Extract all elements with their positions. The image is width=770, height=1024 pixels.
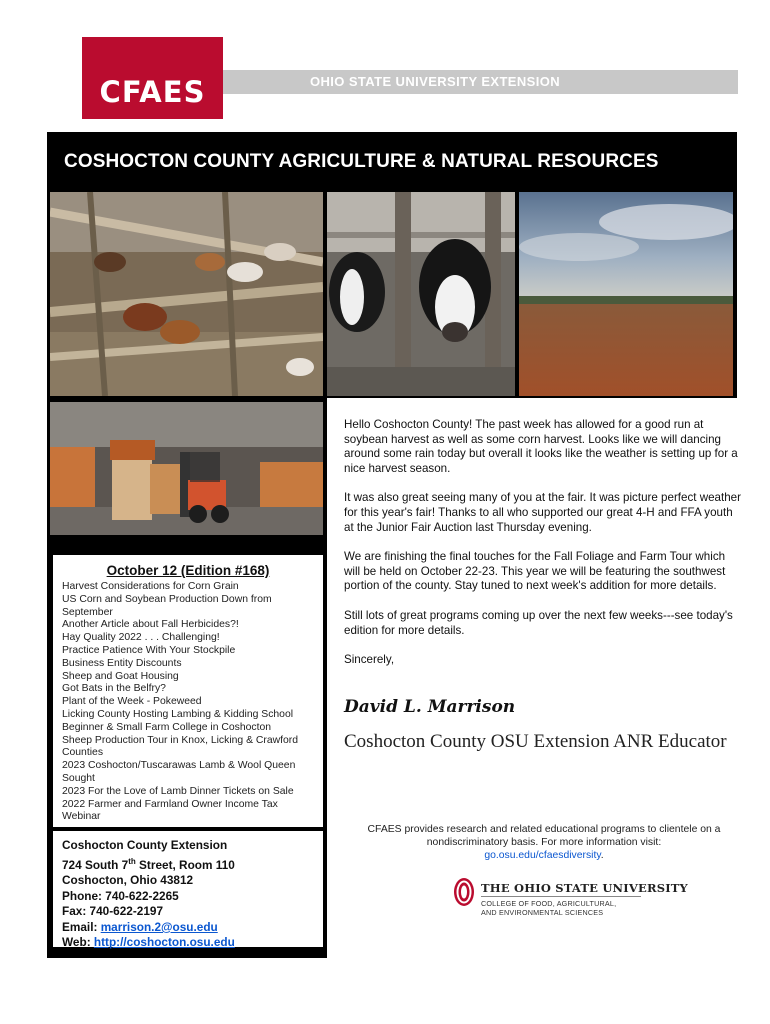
toc-item: Hay Quality 2022 . . . Challenging!	[62, 632, 220, 644]
office-email: Email: marrison.2@osu.edu	[62, 919, 218, 934]
diversity-link[interactable]: go.osu.edu/cfaesdiversity	[484, 850, 601, 862]
cfaes-logo-text: CFAES	[99, 75, 206, 109]
website-link[interactable]: http://coshocton.osu.edu	[93, 935, 235, 950]
letter-paragraph: Still lots of great programs coming up over the next few weeks---see today's edition for more details.	[344, 608, 733, 637]
toc-item: Licking County Hosting Lambing & Kidding School	[62, 708, 294, 720]
toc-item: Business Entity Discounts	[62, 657, 182, 669]
forklift-pumpkins-photo	[50, 402, 323, 535]
cfaes-logo	[82, 37, 223, 119]
toc-item: Beginner & Small Farm College in Coshocton	[62, 721, 272, 733]
college-name: COLLEGE OF FOOD, AGRICULTURAL, AND ENVIRONMENTAL SCIENCES	[481, 899, 617, 917]
office-phone: Phone: 740-622-2265	[62, 888, 179, 903]
office-city: Coshocton, Ohio 43812	[62, 873, 194, 888]
toc-item: 2023 Coshocton/Tuscarawas Lamb & Wool Queen Sought	[62, 760, 296, 784]
letter-paragraph: It was also great seeing many of you at the fair. It was picture perfect weather for this year's fair! Thanks to all who supported our great 4-H and FFA youth at the Junior Fair Auction last Thursday evening.	[344, 491, 741, 534]
dairy-cows-photo	[327, 192, 515, 396]
toc-item: US Corn and Soybean Production Down from September	[62, 593, 272, 618]
toc-item: Harvest Considerations for Corn Grain	[62, 581, 239, 592]
toc-item: 2023 For the Love of Lamb Dinner Tickets on Sale	[62, 785, 294, 797]
osu-wordmark: THE OHIO STATE UNIVERSITY	[481, 881, 688, 895]
toc-item: Sheep Production Tour in Knox, Licking & Crawford Counties	[62, 734, 299, 759]
office-street: 724 South 7th Street, Room 110	[62, 856, 235, 872]
harvested-field-photo	[519, 192, 733, 396]
office-fax: Fax: 740-622-2197	[62, 904, 163, 919]
office-web: Web: http://coshocton.osu.edu	[62, 935, 235, 950]
newsletter-title: COSHOCTON COUNTY AGRICULTURE & NATURAL RESOURCES	[64, 151, 659, 172]
toc-list	[62, 581, 318, 824]
letter-paragraph: We are finishing the final touches for the Fall Foliage and Farm Tour which will be held on October 22-23. This year we will be featuring the southwest portion of the county. Stay tuned to next week's addition for more details.	[344, 550, 726, 593]
edition-title: October 12 (Edition #168)	[106, 563, 270, 578]
contact-info	[62, 838, 235, 951]
chickens-photo	[50, 192, 323, 396]
toc-item: Another Article about Fall Herbicides?!	[62, 619, 239, 631]
signature: David L. Marrison	[344, 697, 516, 717]
office-name: Coshocton County Extension	[62, 838, 228, 852]
toc-item: 2022 Farmer and Farmland Owner Income Tax Webinar	[62, 798, 278, 823]
nondiscrimination-statement: CFAES provides research and related educational programs to clientele on a nondiscriminatory basis. For more information visit: go.osu.edu/cfaesdiversity.	[367, 824, 721, 862]
letter-closing: Sincerely,	[344, 653, 395, 667]
toc-item: Practice Patience With Your Stockpile	[62, 644, 236, 656]
block-o-icon	[453, 877, 475, 912]
toc-item: Plant of the Week - Pokeweed	[62, 696, 202, 708]
osu-divider	[481, 896, 641, 897]
email-link[interactable]: marrison.2@osu.edu	[100, 919, 218, 934]
signer-title: Coshocton County OSU Extension ANR Educator	[344, 731, 727, 752]
letter-body	[344, 418, 744, 683]
extension-bar-text: OHIO STATE UNIVERSITY EXTENSION	[310, 74, 561, 89]
toc-item: Sheep and Goat Housing	[62, 670, 179, 682]
toc-item: Got Bats in the Belfry?	[62, 683, 166, 695]
letter-paragraph: Hello Coshocton County! The past week has allowed for a good run at soybean harvest as well as some corn harvest. Looks like we will dancing around some rain today but overall it looks like the weather is setting up for a nice harvest season.	[344, 418, 738, 475]
